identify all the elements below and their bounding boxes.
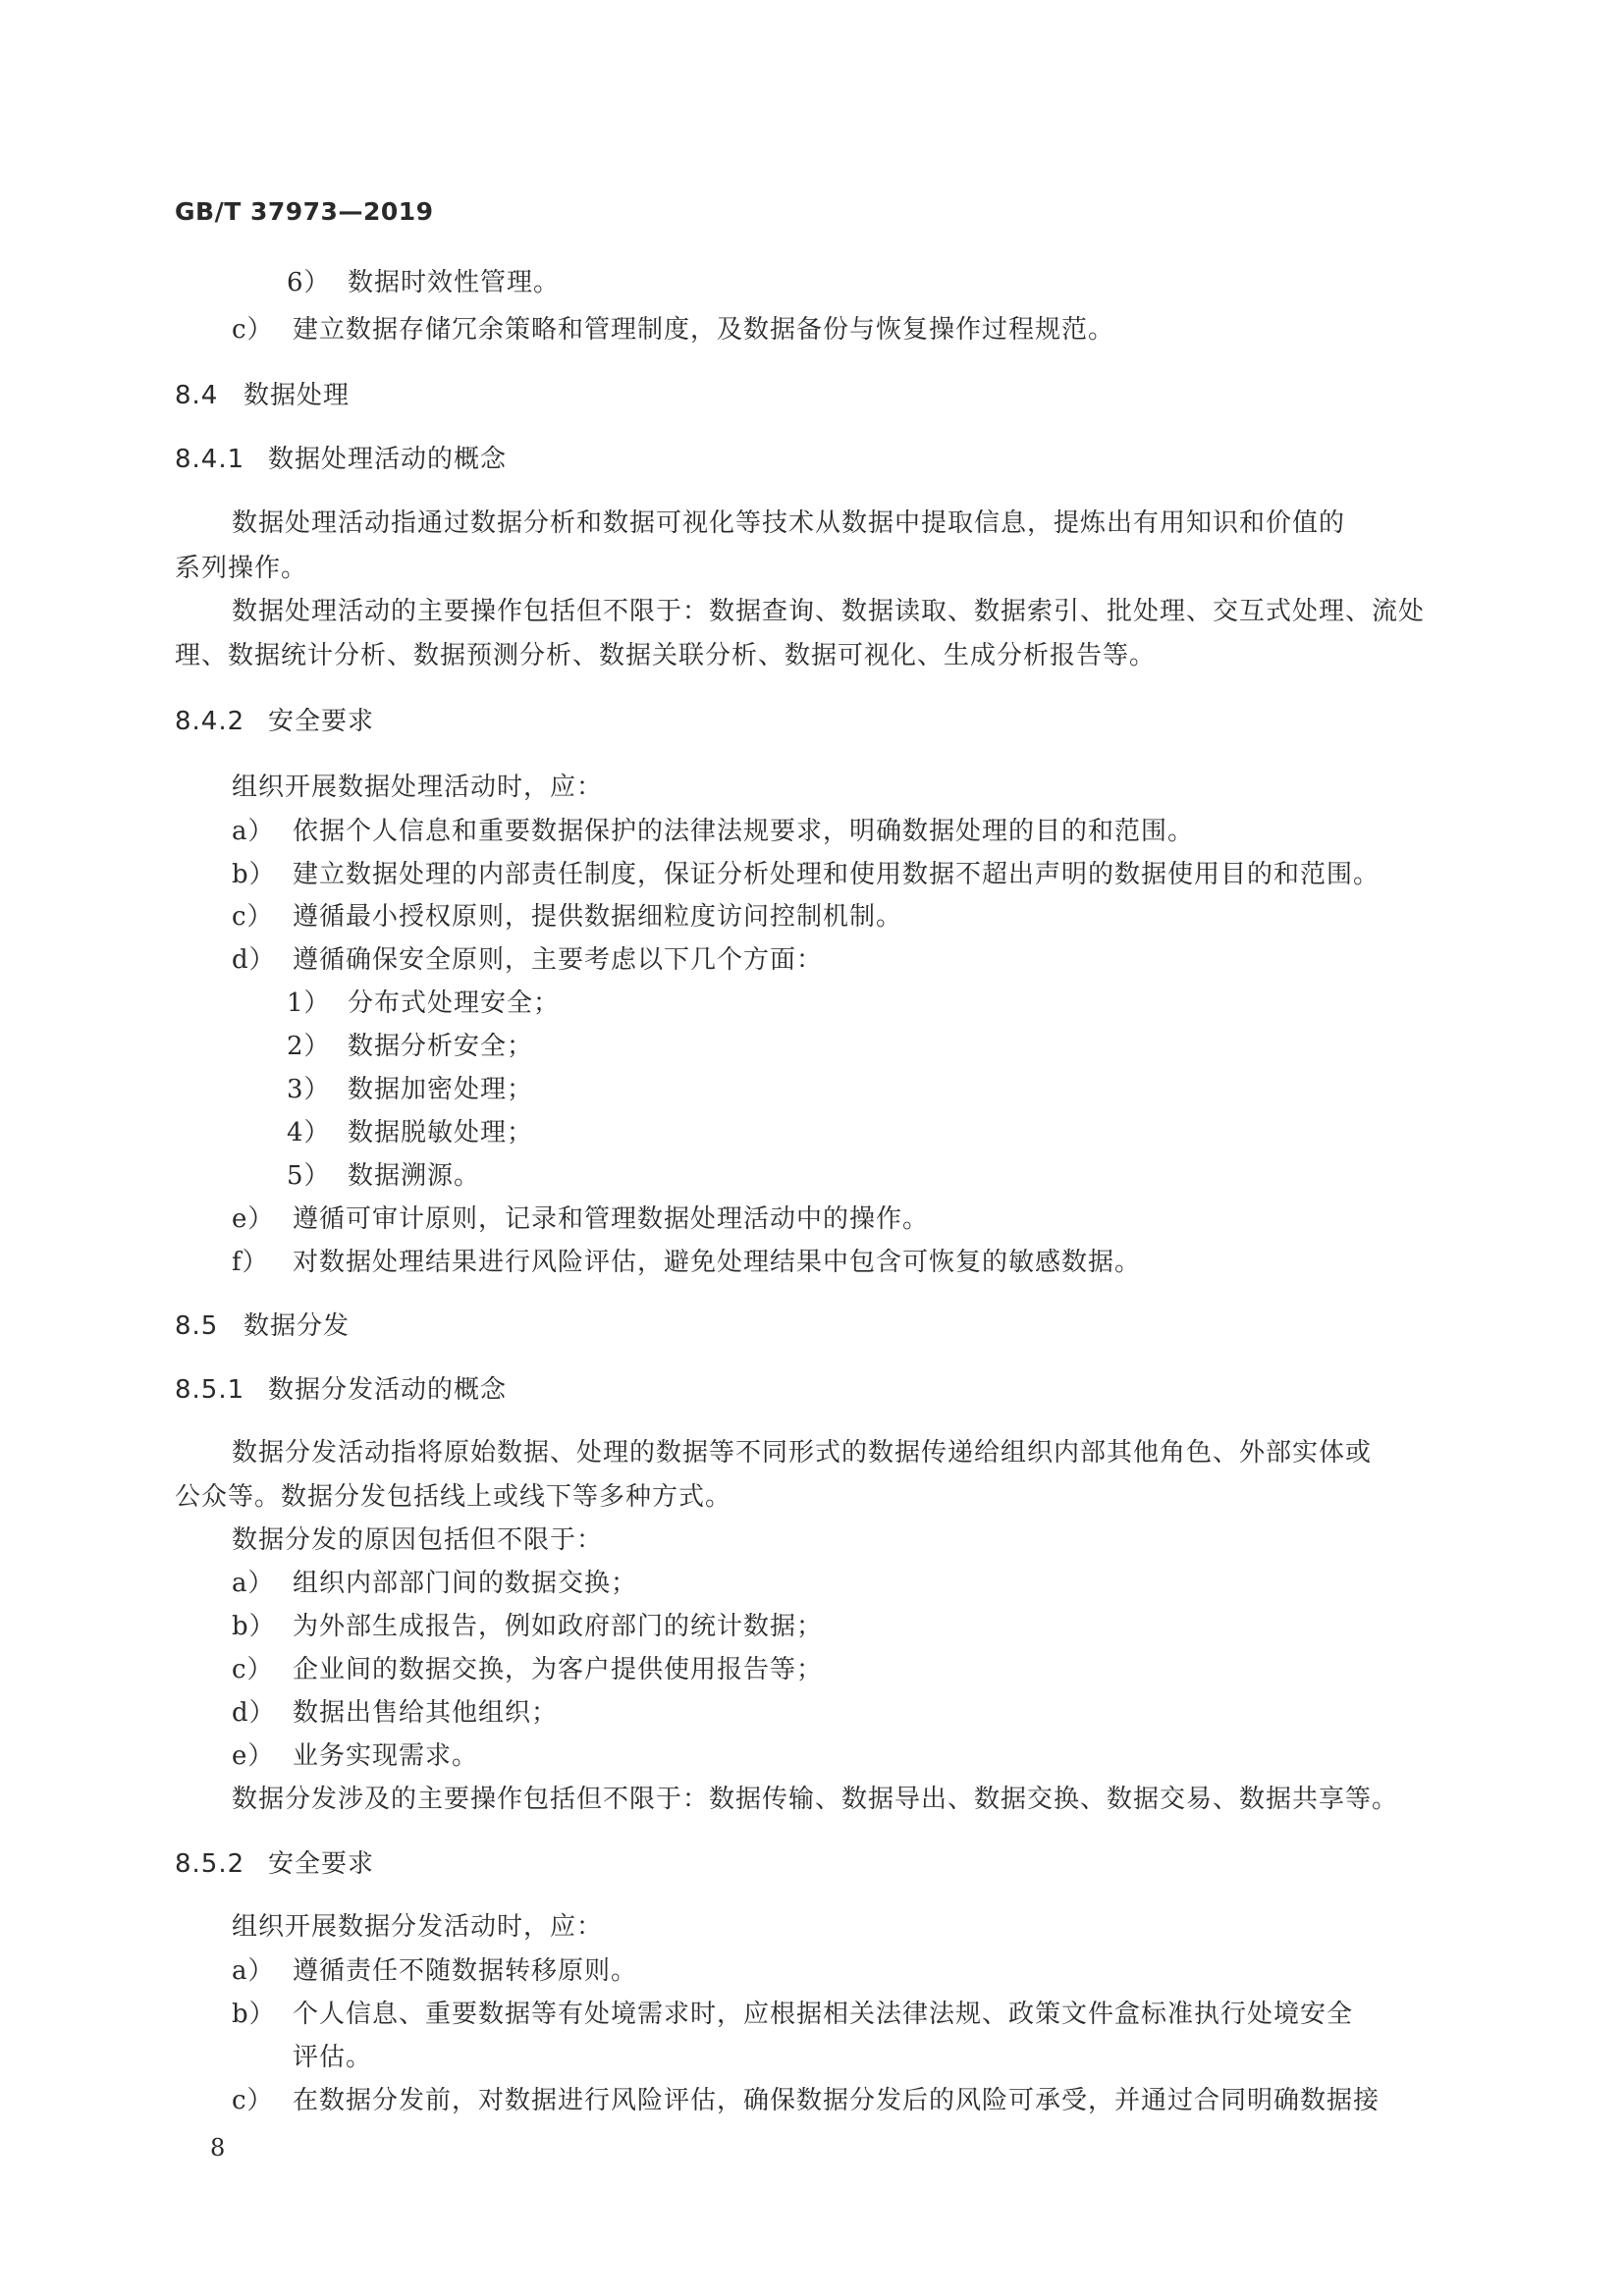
list-text: 遵循可审计原则，记录和管理数据处理活动中的操作。 xyxy=(293,1204,930,1234)
subsection-title: 数据处理活动的概念 xyxy=(268,445,508,474)
subsection-heading xyxy=(175,442,507,477)
list-text: 数据分析安全； xyxy=(348,1032,534,1061)
subsection-number: 8.5.2 xyxy=(175,1849,245,1879)
list-item xyxy=(232,1738,478,1774)
list-item xyxy=(232,1997,1353,2032)
list-marker: c） xyxy=(232,902,274,932)
list-item xyxy=(232,2083,1380,2118)
list-text: 数据时效性管理。 xyxy=(348,268,561,297)
list-text: 业务实现需求。 xyxy=(293,1741,479,1771)
list-marker: e） xyxy=(232,1204,275,1234)
list-marker: e） xyxy=(232,1741,275,1771)
paragraph-line: 系列操作。 xyxy=(175,554,308,583)
list-item xyxy=(287,1072,533,1107)
subsection-title: 数据分发活动的概念 xyxy=(268,1375,508,1405)
subsection-number: 8.5.1 xyxy=(175,1375,245,1405)
subsection-heading xyxy=(175,1846,374,1882)
list-marker: 5） xyxy=(287,1161,331,1191)
list-marker: a） xyxy=(232,1569,275,1598)
list-text: 为外部生成报告，例如政府部门的统计数据； xyxy=(293,1612,824,1641)
list-marker: 6） xyxy=(287,268,331,297)
list-item xyxy=(232,312,1114,347)
list-marker: 1） xyxy=(287,988,331,1018)
paragraph-line: 数据处理活动的主要操作包括但不限于：数据查询、数据读取、数据索引、批处理、交互式处理、流处 xyxy=(232,597,1426,626)
subsection-number: 8.4.1 xyxy=(175,445,245,474)
list-text: 遵循责任不随数据转移原则。 xyxy=(293,1956,638,1986)
list-item xyxy=(232,1245,1141,1280)
list-marker: a） xyxy=(232,817,275,846)
list-item xyxy=(232,1953,637,1989)
list-marker: c） xyxy=(232,2086,274,2115)
list-item xyxy=(287,1029,533,1064)
list-marker: c） xyxy=(232,315,274,345)
paragraph-line: 组织开展数据分发活动时，应： xyxy=(232,1912,604,1942)
list-text: 遵循最小授权原则，提供数据细粒度访问控制机制。 xyxy=(293,902,903,932)
list-marker: a） xyxy=(232,1956,275,1986)
list-text: 数据溯源。 xyxy=(348,1161,481,1191)
section-number: 8.4 xyxy=(175,381,219,410)
list-marker: b） xyxy=(232,860,276,889)
list-item xyxy=(232,814,1194,849)
list-marker: 3） xyxy=(287,1075,331,1104)
section-heading xyxy=(175,378,350,413)
list-text: 建立数据存储冗余策略和管理制度，及数据备份与恢复操作过程规范。 xyxy=(293,315,1115,345)
list-text: 对数据处理结果进行风险评估，避免处理结果中包含可恢复的敏感数据。 xyxy=(293,1248,1142,1277)
list-item xyxy=(232,942,823,978)
subsection-title: 安全要求 xyxy=(268,707,375,736)
list-text: 企业间的数据交换，为客户提供使用报告等； xyxy=(293,1655,824,1684)
list-item xyxy=(287,1158,480,1194)
list-item xyxy=(232,1566,637,1601)
list-item xyxy=(232,899,902,934)
section-title: 数据分发 xyxy=(244,1311,351,1341)
subsection-number: 8.4.2 xyxy=(175,707,245,736)
list-text: 个人信息、重要数据等有处境需求时，应根据相关法律法规、政策文件盒标准执行处境安全 xyxy=(293,2000,1354,2029)
section-number: 8.5 xyxy=(175,1311,219,1341)
list-text: 数据加密处理； xyxy=(348,1075,534,1104)
list-item xyxy=(232,1652,823,1687)
list-text: 组织内部部门间的数据交换； xyxy=(293,1569,638,1598)
list-item xyxy=(232,1201,929,1237)
paragraph-line: 数据分发活动指将原始数据、处理的数据等不同形式的数据传递给组织内部其他角色、外部实体或 xyxy=(232,1438,1373,1468)
subsection-heading xyxy=(175,704,374,739)
list-item xyxy=(287,265,560,300)
list-marker: d） xyxy=(232,1698,276,1728)
list-text: 建立数据处理的内部责任制度，保证分析处理和使用数据不超出声明的数据使用目的和范围。 xyxy=(293,860,1380,889)
subsection-heading xyxy=(175,1372,507,1408)
list-marker: b） xyxy=(232,1612,276,1641)
list-marker: 2） xyxy=(287,1032,331,1061)
list-marker: d） xyxy=(232,945,276,975)
paragraph-line: 数据分发涉及的主要操作包括但不限于：数据传输、数据导出、数据交换、数据交易、数据共享等。 xyxy=(232,1785,1399,1814)
paragraph-line: 数据分发的原因包括但不限于： xyxy=(232,1525,604,1555)
list-marker: 4） xyxy=(287,1118,331,1148)
list-text: 分布式处理安全； xyxy=(348,988,561,1018)
list-item xyxy=(232,1695,558,1731)
list-text: 在数据分发前，对数据进行风险评估，确保数据分发后的风险可承受，并通过合同明确数据接 xyxy=(293,2086,1380,2115)
list-marker: c） xyxy=(232,1655,274,1684)
list-item xyxy=(287,986,560,1021)
section-title: 数据处理 xyxy=(244,381,351,410)
subsection-title: 安全要求 xyxy=(268,1849,375,1879)
list-text: 数据出售给其他组织； xyxy=(293,1698,559,1728)
list-item xyxy=(232,857,1380,892)
list-marker: b） xyxy=(232,2000,276,2029)
section-heading xyxy=(175,1308,350,1344)
page-number: 8 xyxy=(210,2134,227,2162)
list-item xyxy=(232,1609,823,1644)
list-item-continuation: 评估。 xyxy=(293,2043,373,2072)
paragraph-line: 数据处理活动指通过数据分析和数据可视化等技术从数据中提取信息，提炼出有用知识和价值的 xyxy=(232,508,1346,538)
list-item xyxy=(287,1115,533,1150)
paragraph-line: 组织开展数据处理活动时，应： xyxy=(232,773,604,802)
list-text: 依据个人信息和重要数据保护的法律法规要求，明确数据处理的目的和范围。 xyxy=(293,817,1195,846)
standard-number: GB/T 37973—2019 xyxy=(175,197,434,226)
paragraph-line: 理、数据统计分析、数据预测分析、数据关联分析、数据可视化、生成分析报告等。 xyxy=(175,641,1157,670)
list-text: 遵循确保安全原则，主要考虑以下几个方面： xyxy=(293,945,824,975)
list-marker: f） xyxy=(232,1248,269,1277)
list-text: 数据脱敏处理； xyxy=(348,1118,534,1148)
paragraph-line: 公众等。数据分发包括线上或线下等多种方式。 xyxy=(175,1482,732,1512)
